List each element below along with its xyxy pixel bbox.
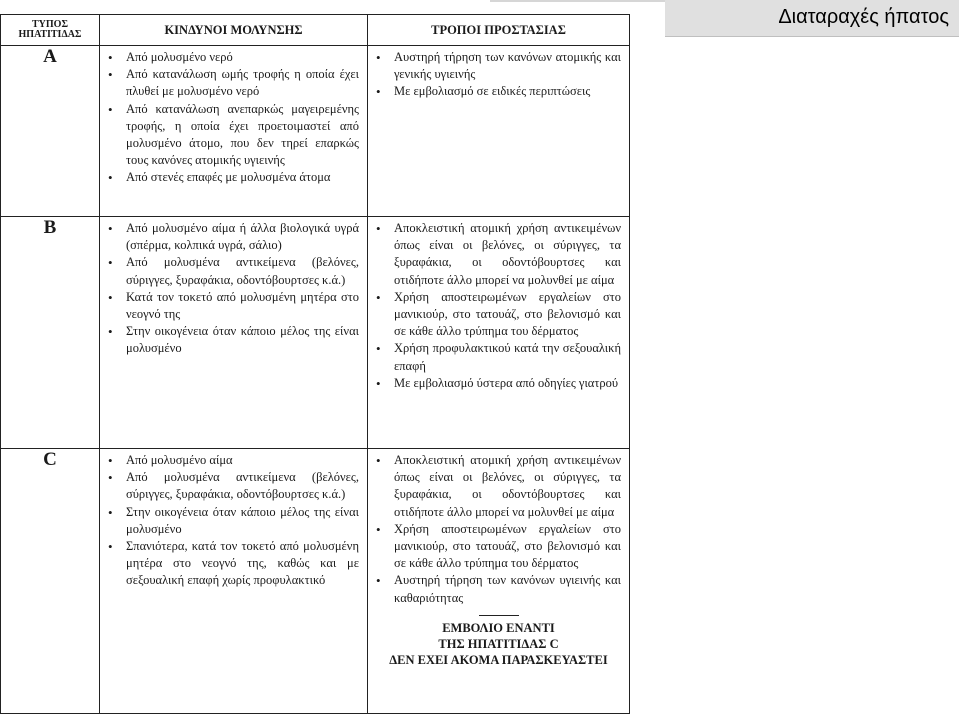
hepatitis-table (0, 14, 630, 714)
list-item: • Στην οικογένεια όταν κάποιο μέλος της είναι μολυσμένο (126, 504, 359, 538)
list-item: • Αποκλειστική ατομική χρήση αντικειμένων όπως είναι οι βελόνες, οι σύριγγες, τα ξυραφάκια, οι οδοντόβουρτσες και οτιδήποτε άλλο μπορεί να μολυνθεί με αίμα (394, 452, 621, 521)
table-row-c (1, 449, 630, 714)
list-item: • Από κατανάλωση ανεπαρκώς μαγειρεμένης τροφής, η οποία έχει προετοιμαστεί από μολυσμένο άτομο, που δεν τηρεί επαρκώς τους κανόνες ατομικής υγιεινής (126, 101, 359, 170)
top-divider-line (490, 0, 665, 2)
type-cell-a: A (1, 46, 100, 217)
protection-cell-c (368, 449, 630, 714)
list-item: • Από μολυσμένο νερό (126, 49, 359, 66)
type-cell-c: C (1, 449, 100, 714)
slide-title: Διαταραχές ήπατος (778, 6, 949, 28)
risks-cell-a (100, 46, 368, 217)
table-row-b (1, 217, 630, 449)
header-protection: ΤΡΟΠΟΙ ΠΡΟΣΤΑΣΙΑΣ (368, 15, 630, 46)
list-item: • Χρήση προφυλακτικού κατά την σεξουαλική επαφή (394, 340, 621, 374)
note-divider (479, 615, 519, 616)
list-item: • Κατά τον τοκετό από μολυσμένη μητέρα στο νεογνό της (126, 289, 359, 323)
list-item: • Αποκλειστική ατομική χρήση αντικειμένων όπως είναι οι βελόνες, οι σύριγγες, τα ξυραφάκια, οι οδοντόβουρτσες και οτιδήποτε άλλο μπορεί να μολυνθεί με αίμα (394, 220, 621, 289)
protection-cell-b (368, 217, 630, 449)
type-cell-b: B (1, 217, 100, 449)
protection-cell-a (368, 46, 630, 217)
slide-title-bar (665, 0, 959, 37)
list-item: • Από κατανάλωση ωμής τροφής η οποία έχει πλυθεί με μολυσμένο νερό (126, 66, 359, 100)
list-item: • Στην οικογένεια όταν κάποιο μέλος της είναι μολυσμένο (126, 323, 359, 357)
header-type: ΤΥΠΟΣ ΗΠΑΤΙΤΙΔΑΣ (1, 15, 100, 46)
table-header-row (1, 15, 630, 46)
header-risks: ΚΙΝΔΥΝΟΙ ΜΟΛΥΝΣΗΣ (100, 15, 368, 46)
list-item: • Χρήση αποστειρωμένων εργαλείων στο μανικιούρ, στο τατουάζ, στο βελονισμό και σε κάθε άλλο τρύπημα του δέρματος (394, 289, 621, 341)
list-item: • Αυστηρή τήρηση των κανόνων ατομικής και γενικής υγιεινής (394, 49, 621, 83)
list-item: • Από μολυσμένο αίμα (126, 452, 359, 469)
note-line: ΔΕΝ ΕΧΕΙ ΑΚΟΜΑ ΠΑΡΑΣΚΕΥΑΣΤΕΙ (389, 652, 608, 667)
list-item: • Με εμβολιασμό σε ειδικές περιπτώσεις (394, 83, 621, 100)
note-line: ΤΗΣ ΗΠΑΤΙΤΙΔΑΣ C (438, 636, 559, 651)
list-item: • Από μολυσμένα αντικείμενα (βελόνες, σύριγγες, ξυραφάκια, οδοντόβουρτσες κ.ά.) (126, 254, 359, 288)
risks-cell-b (100, 217, 368, 449)
vaccine-note (368, 609, 629, 668)
list-item: • Σπανιότερα, κατά τον τοκετό από μολυσμένη μητέρα στο νεογνό της, καθώς και με σεξουαλική επαφή χωρίς προφυλακτικό (126, 538, 359, 590)
table-row-a (1, 46, 630, 217)
list-item: • Από στενές επαφές με μολυσμένα άτομα (126, 169, 359, 186)
list-item: • Με εμβολιασμό ύστερα από οδηγίες γιατρού (394, 375, 621, 392)
risks-cell-c (100, 449, 368, 714)
note-line: ΕΜΒΟΛΙΟ ΕΝΑΝΤΙ (442, 620, 555, 635)
list-item: • Από μολυσμένο αίμα ή άλλα βιολογικά υγρά (σπέρμα, κολπικά υγρά, σάλιο) (126, 220, 359, 254)
list-item: • Αυστηρή τήρηση των κανόνων υγιεινής και καθαριότητας (394, 572, 621, 606)
list-item: • Χρήση αποστειρωμένων εργαλείων στο μανικιούρ, στο τατουάζ, στο βελονισμό και σε κάθε άλλο τρύπημα του δέρματος (394, 521, 621, 573)
list-item: • Από μολυσμένα αντικείμενα (βελόνες, σύριγγες, ξυραφάκια, οδοντόβουρτσες κ.ά.) (126, 469, 359, 503)
